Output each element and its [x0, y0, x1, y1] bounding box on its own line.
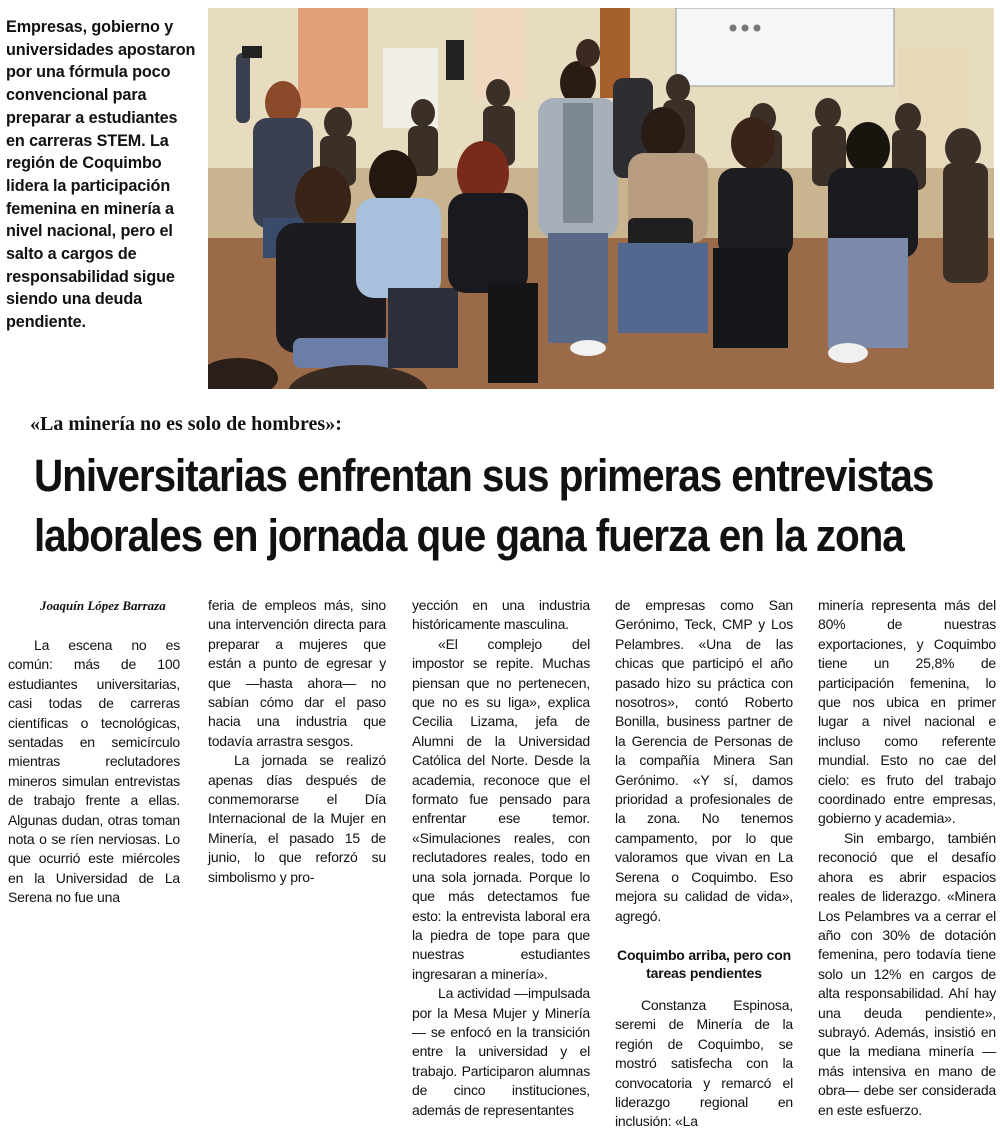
paragraph: minería representa más del 80% de nuestras exportaciones, y Coquimbo tiene un 25,8% de participación femenina, lo que nos ubica en primer lugar a nivel nacional e incluso como referente mundial. Esto no cae del cielo: es fruto del trabajo coordinado entre empresas, gobierno y academia». — [818, 597, 996, 827]
article-column-3 — [412, 596, 590, 1120]
paragraph: yección en una industria históricamente masculina. — [412, 597, 590, 633]
article-column-2 — [208, 596, 386, 887]
paragraph: La jornada se realizó apenas días después de conmemorarse el Día Internacional de la Mujer en Minería, el pasado 15 de junio, lo que reforzó su simbolismo y pro- — [208, 752, 386, 885]
article-column-4 — [615, 596, 793, 1132]
section-subhead: Coquimbo arriba, pero con tareas pendientes — [617, 946, 791, 981]
lead-paragraph: Empresas, gobierno y universidades apostaron por una fórmula poco convencional para preparar a estudiantes en carreras STEM. La región de Coquimbo lidera la participación femenina en minería a nivel nacional, pero el salto a cargos de responsabilidad sigue siendo una deuda pendiente. — [6, 18, 196, 332]
headline — [34, 446, 934, 566]
paragraph: La actividad —impulsada por la Mesa Mujer y Minería— se enfocó en la transición entre la universidad y el trabajo. Participaron alumnas de cinco instituciones, además de representantes — [412, 985, 590, 1118]
kicker: «La minería no es solo de hombres»: — [30, 413, 342, 435]
article-column-5 — [818, 596, 996, 1120]
byline: Joaquín López Barraza — [40, 598, 166, 613]
paragraph: La escena no es común: más de 100 estudiantes universitarias, casi todas de carreras científicas o tecnológicas, sentadas en semicírculo mientras reclutadores mineros simulan entrevistas de trabajo frente a ellas. Algunas dudan, otras toman nota o se ríen nerviosas. Lo que ocurrió este miércoles en la Universidad de La Serena no fue una — [8, 637, 180, 906]
paragraph: Sin embargo, también reconoció que el desafío ahora es abrir espacios reales de liderazgo. «Minera Los Pelambres va a cerrar el año con 30% de dotación femenina, pero todavía tiene solo un 12% en cargos de alta responsabilidad. Ahí hay una deuda pendiente», subrayó. Además, insistió en que la mediana minería —más intensiva en mano de obra— debe ser considerada en este esfuerzo. — [818, 829, 996, 1118]
paragraph: «El complejo del impostor se repite. Muchas piensan que no pertenecen, que no es su liga», explica Cecilia Lizama, jefa de Alumni de la Universidad Católica del Norte. Desde la academia, reconoce que el formato fue pensado para enfrentar ese temor. «Simulaciones reales, con reclutadores reales, todo en una sola jornada. Porque lo que más detectamos fue esto: la entrevista laboral era la piedra de tope para que nuestras estudiantes ingresaran a minería». — [412, 635, 590, 982]
paragraph: Constanza Espinosa, seremi de Minería de la región de Coquimbo, se mostró satisfecha con la convocatoria y remarcó el liderazgo regional en inclusión: «La — [615, 996, 793, 1130]
headline-line-2: laborales en jornada que gana fuerza en la zona — [34, 510, 904, 561]
article-photo — [208, 8, 994, 389]
paragraph: feria de empleos más, sino una intervención directa para preparar a mujeres que están a punto de egresar y que —hasta ahora— no sabían cómo dar el paso hacia una industria que todavía arrastra sesgos. — [208, 597, 386, 749]
photo-illustration — [208, 8, 994, 389]
paragraph: de empresas como San Gerónimo, Teck, CMP y Los Pelambres. «Una de las chicas que participó el año pasado hizo su práctica con nosotros», contó Roberto Bonilla, business partner de la Gerencia de Personas de la compañía Minera San Gerónimo. «Y sí, damos prioridad a profesionales de la zona. No tenemos campamento, por lo que valoramos que vivan en La Serena o Coquimbo. Eso mejora su calidad de vida», agregó. — [615, 597, 793, 924]
headline-line-1: Universitarias enfrentan sus primeras entrevistas — [34, 450, 934, 501]
article-column-1 — [8, 636, 180, 908]
